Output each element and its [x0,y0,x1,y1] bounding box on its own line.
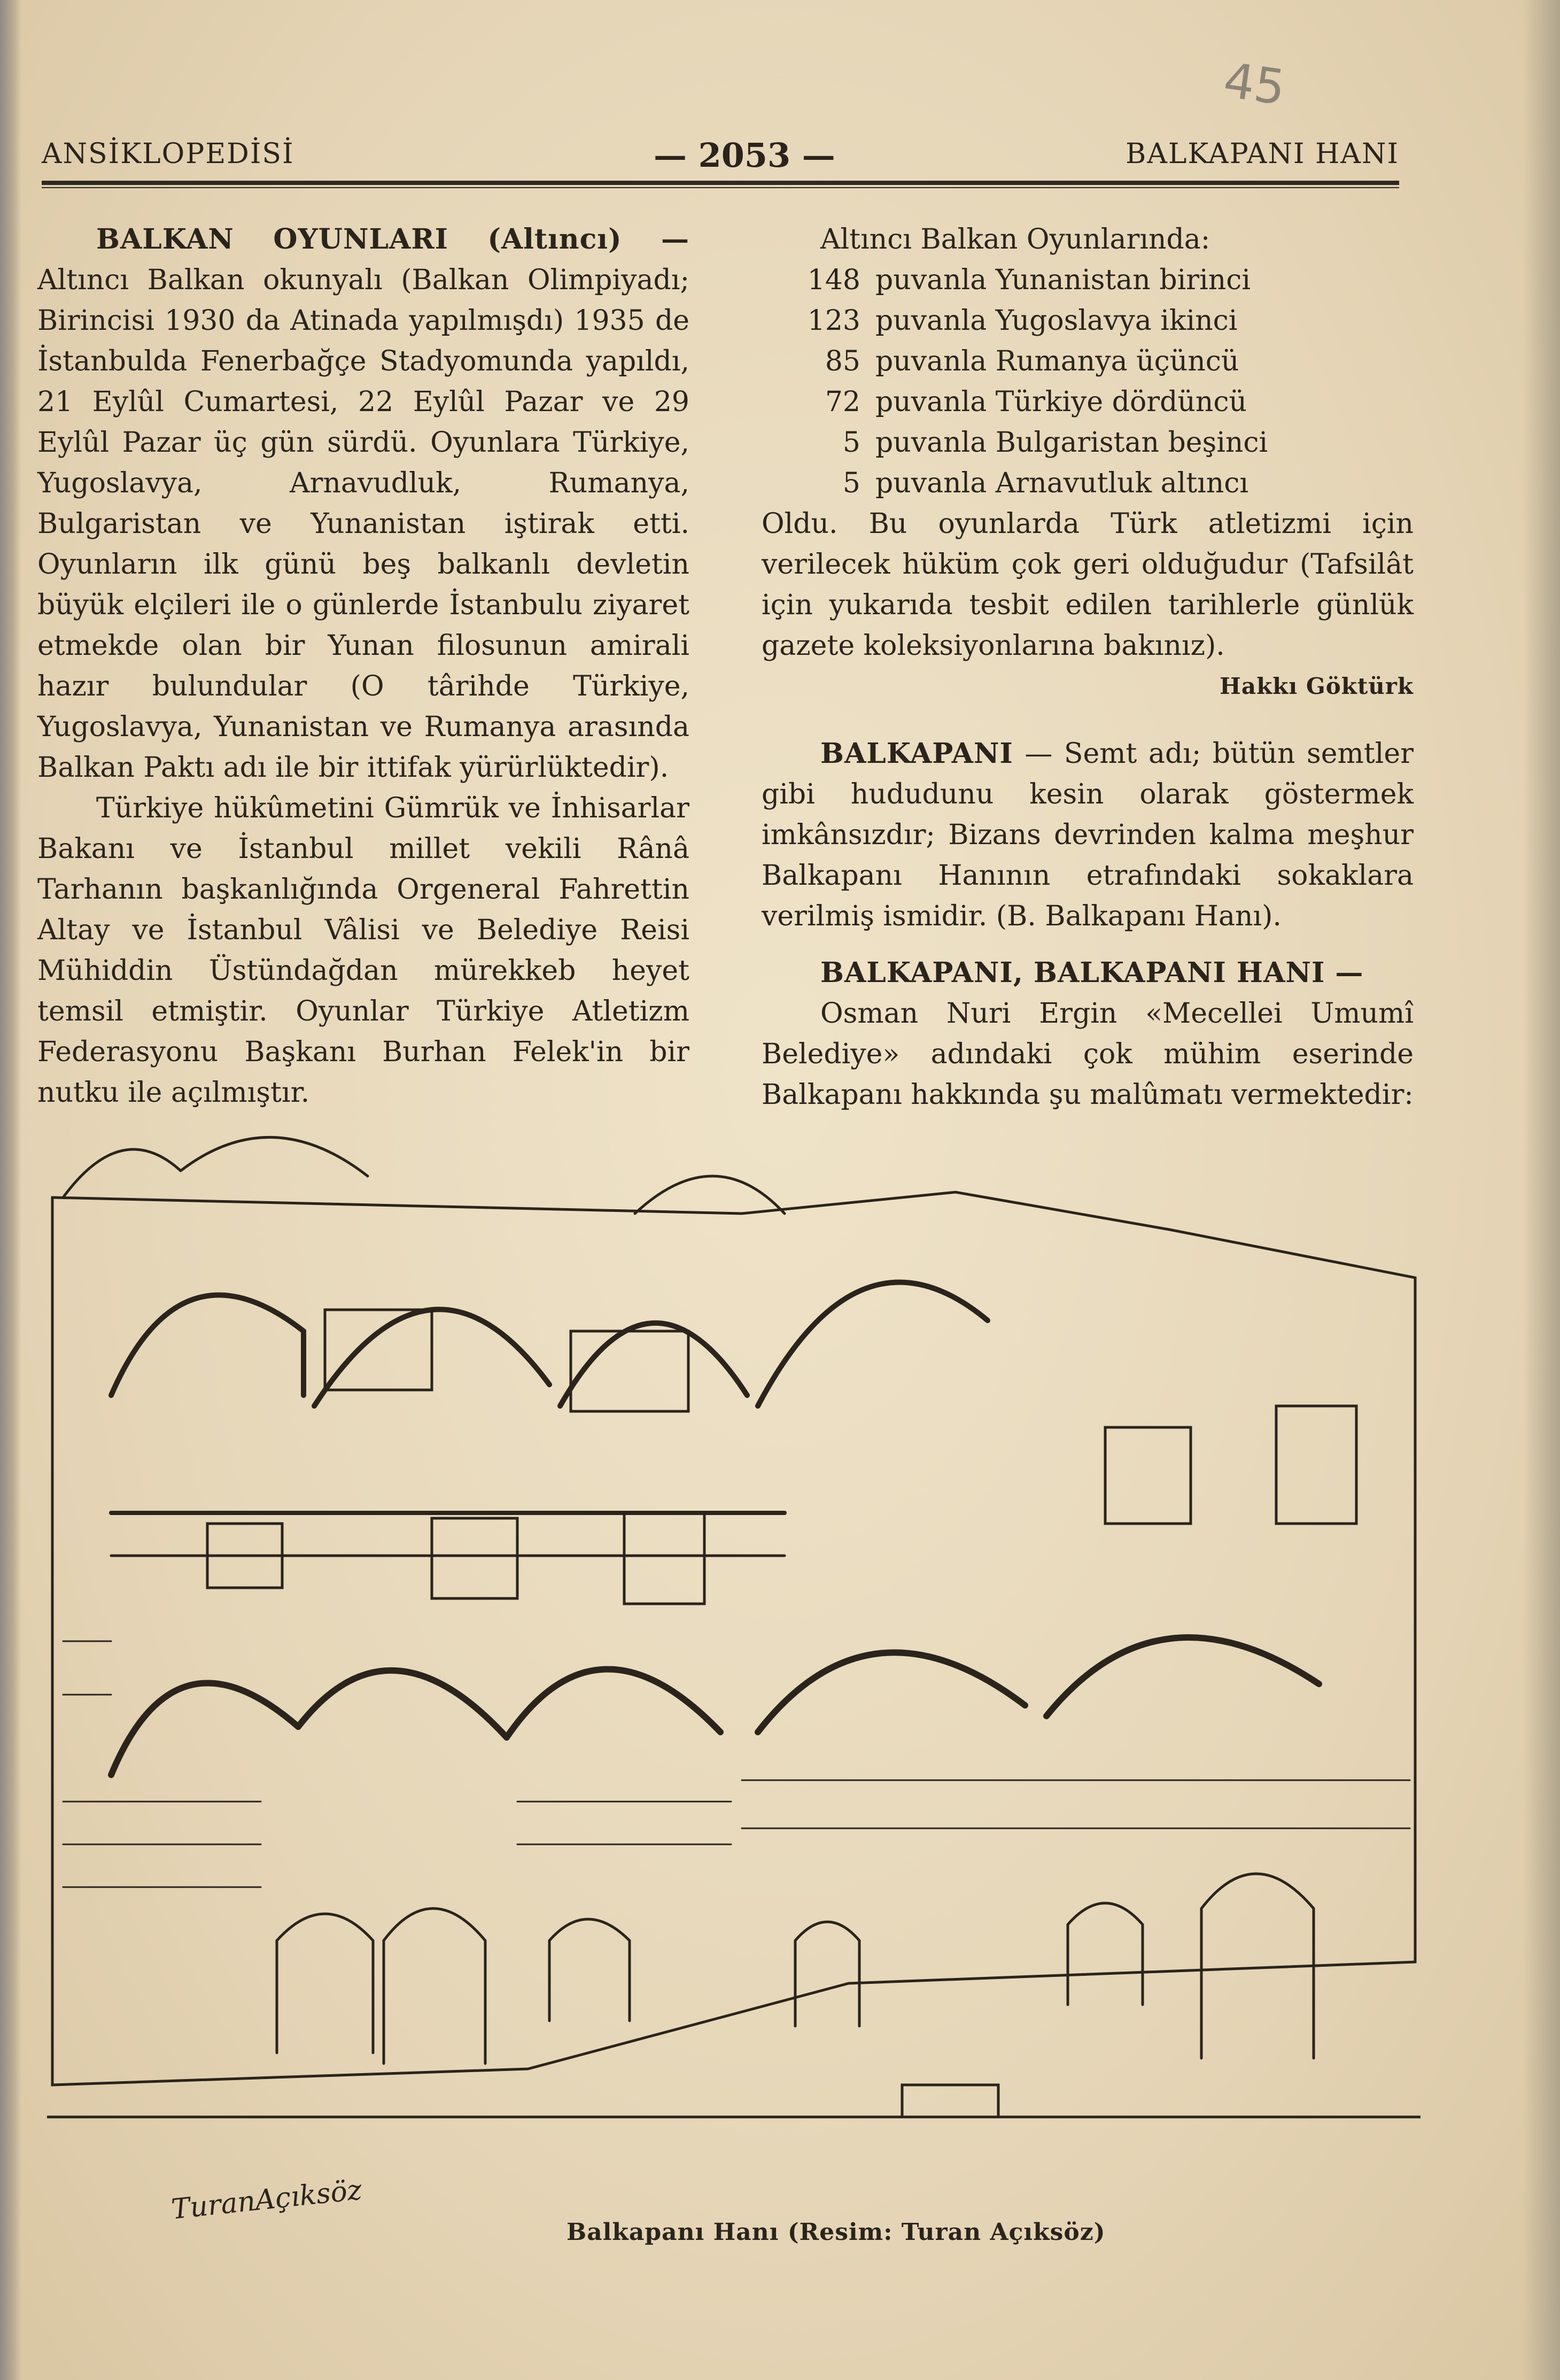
lower-arch [758,1652,1025,1732]
page-number: — 2053 — [654,136,835,175]
result-points: 5 [842,427,860,459]
article-title: BALKAN OYUNLARI [96,223,448,256]
article-paragraph: Türkiye hükûmetini Gümrük ve İnhisarlar Bakanı ve İstanbul millet vekili Rânâ Tarhanın başkanlığında Orgeneral Fahrettin Altay ve İstanbul Vâlisi ve Belediye Reisi Mühiddin Üstündağdan mürekkeb heyet temsil etmiştir. Oyunlar Türkiye Atletizm Federasyonu Başkanı Burhan Felek'in bir nutku ile açılmıştır. [37,792,689,1109]
lower-arch [507,1669,720,1737]
spacer [762,937,1414,953]
arched-door [795,1922,859,2026]
result-text: puvanla Yunanistan birinci [875,264,1251,296]
result-points: 72 [825,386,860,418]
result-text: puvanla Yugoslavya ikinci [875,305,1238,337]
article-body: Altıncı Balkan okunyalı (Balkan Olimpiyadı; Birincisi 1930 da Atinada yapılmışdı) 1935 de İstanbulda Fenerbağçe Stadyomunda yapıldı, 21 Eylûl Cumartesi, 22 Eylûl Pazar ve 29 Eylûl Pazar üç gün sürdü. Oyunlara Türkiye, Yugoslavya, Arnavudluk, Rumanya, Bulgaristan ve Yunanistan iştirak etti. Oyunların ilk günü beş balkanlı devletin büyük elçileri ile o günlerde İstanbulu ziyaret etmekde olan bir Yunan filosunun amirali hazır bulundular (O târihde Türkiye, Yugoslavya, Yunanistan ve Rumanya arasında Balkan Paktı adı ile bir ittifak yürürlüktedir). [37,264,689,784]
article-balkapani [762,733,1414,937]
result-row [762,300,1414,341]
lower-arch [1046,1637,1319,1716]
result-row [762,382,1414,422]
right-column [762,219,1414,1115]
roof-dome [63,1149,181,1197]
masonry-lines [63,1641,1410,1887]
result-points: 5 [842,467,860,499]
article-balkan-oyunlari [37,219,689,788]
article-title: BALKAPANI, BALKAPANI HANI — [820,956,1364,989]
article-body: — Semt adı; bütün semtler gibi hududunu kesin olarak göstermek imkânsızdır; Bizans devrinden kalma meşhur Balkapanı Hanının etrafındaki sokaklara verilmiş ismidir. (B. Balkapanı Hanı). [762,738,1414,932]
arched-door [549,1919,630,2021]
result-row [762,422,1414,463]
result-points: 148 [807,264,860,296]
result-text: puvanla Arnavutluk altıncı [875,467,1249,499]
left-column [37,219,689,1113]
artist-signature: TuranAçıksöz [169,2174,363,2226]
upper-window [325,1310,432,1390]
roof-dome [181,1137,368,1176]
result-row [762,341,1414,382]
author-signature: Hakkı Göktürk [1220,673,1414,699]
wooden-crate [902,2085,998,2117]
article-title: BALKAPANI [820,737,1013,770]
result-points: 123 [807,305,860,337]
header-rule-thin [42,187,1399,188]
upper-window [571,1331,688,1411]
arched-door [384,1908,485,2064]
header-rule [42,181,1399,185]
result-text: puvanla Türkiye dördüncü [875,386,1247,418]
results-outro: Oldu. Bu oyunlarda Türk atletizmi için verilecek hüküm çok geri olduğudur (Tafsilât için yukarıda tesbit edilen tarihlerle günlük gazete koleksiyonlarına bakınız). [762,508,1414,662]
result-text: puvanla Rumanya üçüncü [875,345,1239,377]
results-list [762,260,1414,504]
spacer [762,707,1414,733]
header-right-title: BALKAPANI HANI [1126,138,1399,170]
arched-door [1068,1903,1143,2005]
roof-dome [635,1176,785,1214]
page-edge-left [0,0,21,2380]
result-row [762,463,1414,504]
lower-arch [111,1683,298,1775]
header-left-title: ANSİKLOPEDİSİ [42,138,294,170]
balkapani-hani-drawing [47,1107,1421,2181]
article-title-suffix: (Altıncı) — [448,223,690,256]
results-intro: Altıncı Balkan Oyunlarında: [820,223,1210,256]
arched-door [277,1914,373,2053]
upper-window [1276,1406,1356,1524]
result-text: puvanla Bulgaristan beşinci [875,427,1268,459]
balcony-window [432,1518,517,1598]
balcony-window [624,1513,704,1604]
upper-arch [111,1295,304,1396]
result-row [762,260,1414,300]
lower-arch [298,1671,507,1737]
pencil-annotation: 45 [1220,52,1289,117]
upper-arch [560,1323,747,1406]
page-edge-right [1523,0,1560,2380]
upper-arch [758,1282,988,1406]
running-header [42,138,1399,181]
figure-caption: Balkapanı Hanı (Resim: Turan Açıksöz) [566,2219,1106,2246]
article-body: Osman Nuri Ergin «Mecellei Umumî Belediye» adındaki çok mühim eserinde Balkapanı hakkında şu malûmatı vermektedir: [762,998,1414,1111]
result-points: 85 [825,345,860,377]
upper-window [1105,1427,1191,1524]
